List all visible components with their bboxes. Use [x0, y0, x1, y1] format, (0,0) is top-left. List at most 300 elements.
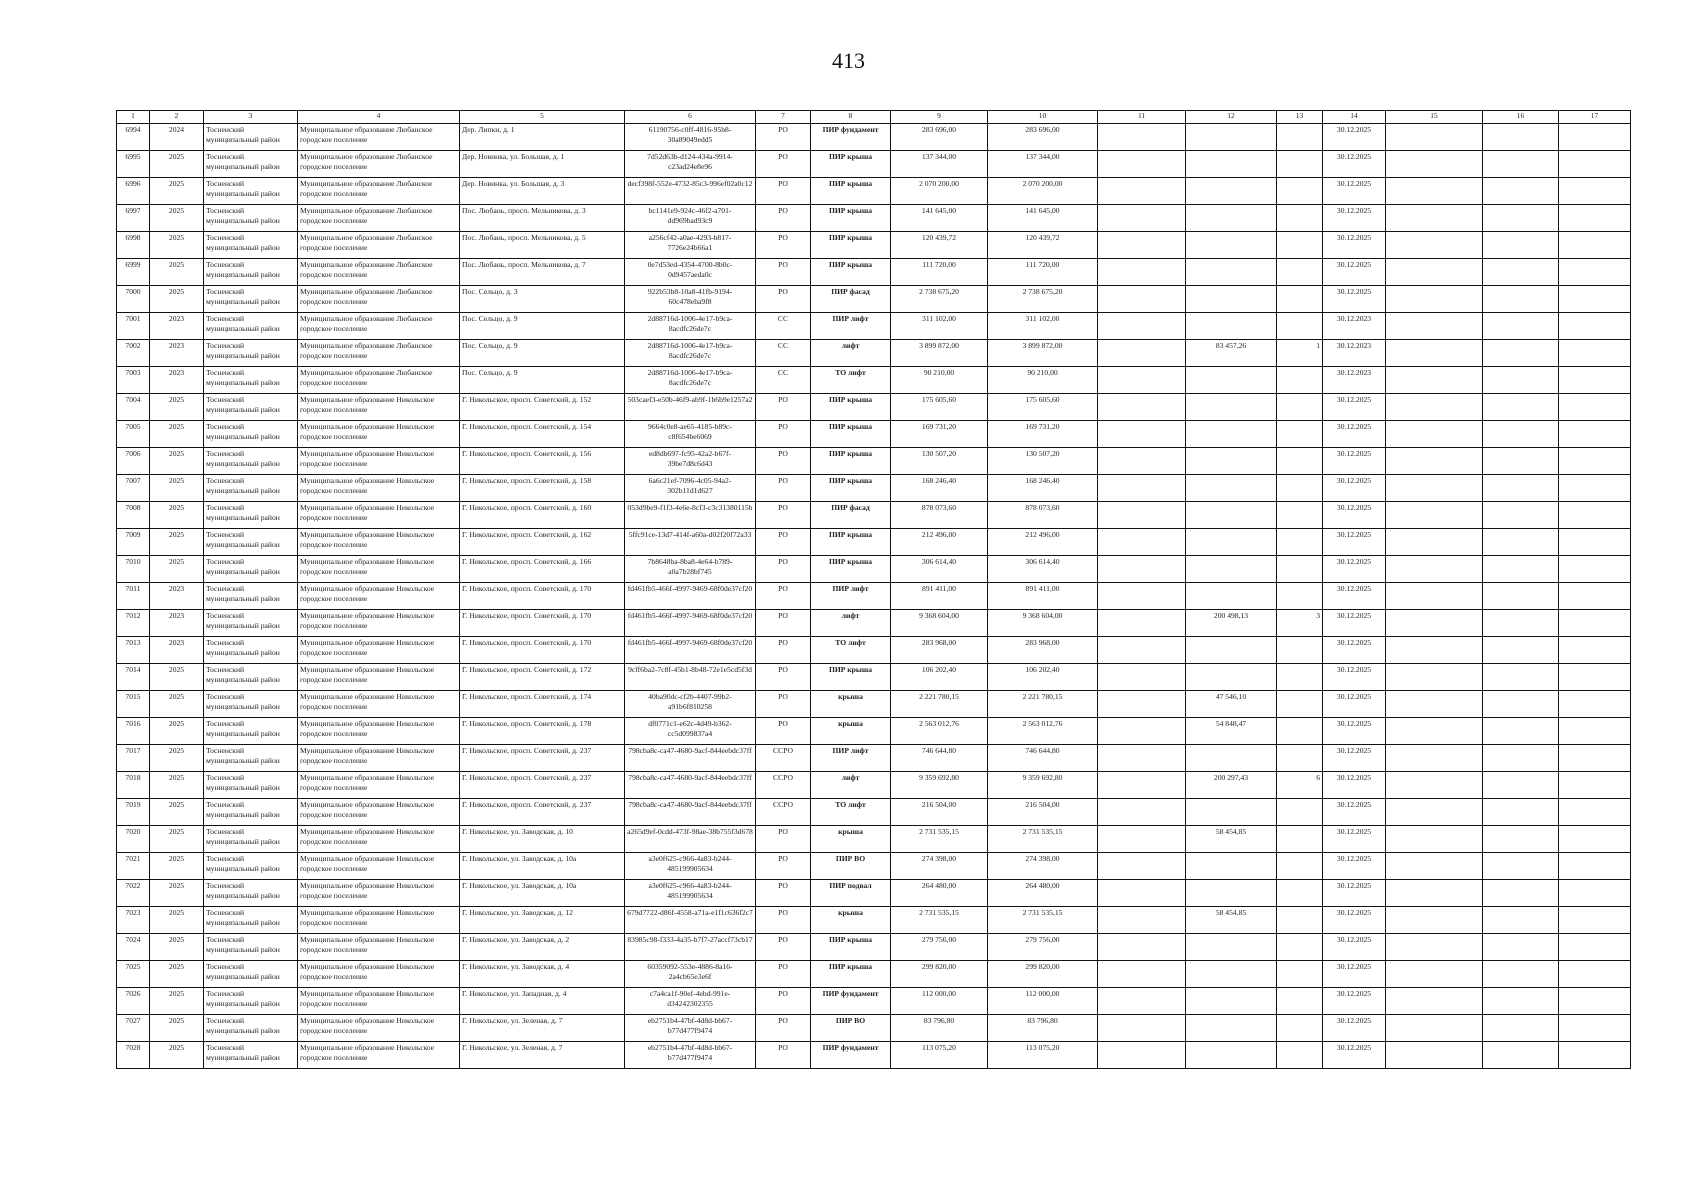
district-cell: Тосненский муниципальный район	[204, 583, 298, 610]
table-row	[117, 151, 1631, 178]
work-kind-cell: лифт	[811, 340, 891, 367]
col-16-cell	[1483, 475, 1559, 502]
table-row	[117, 718, 1631, 745]
cost-amount-cell: 216 504,00	[988, 799, 1098, 826]
cost-amount-cell: 279 756,00	[988, 934, 1098, 961]
col-13-cell	[1277, 448, 1323, 475]
work-type-code-cell: ССРО	[756, 745, 811, 772]
total-cost-cell: 2 221 780,15	[891, 691, 988, 718]
table-row	[117, 934, 1631, 961]
col-11-cell	[1098, 475, 1186, 502]
col-15-cell	[1386, 394, 1483, 421]
col-11-cell	[1098, 745, 1186, 772]
col-17-cell	[1559, 583, 1631, 610]
guid-cell: 798cba8c-ca47-4680-9acf-844eebdc37ff	[625, 745, 756, 772]
address-cell: Дер. Новинка, ул. Большая, д. 3	[460, 178, 625, 205]
col-11-cell	[1098, 934, 1186, 961]
col-12-cell: 83 457,26	[1186, 340, 1277, 367]
col-16-cell	[1483, 934, 1559, 961]
address-cell: Г. Никольское, просп. Советский, д. 237	[460, 799, 625, 826]
cost-amount-cell: 120 439,72	[988, 232, 1098, 259]
row-number-cell: 7008	[117, 502, 150, 529]
table-row	[117, 340, 1631, 367]
col-11-cell	[1098, 988, 1186, 1015]
col-12-cell	[1186, 367, 1277, 394]
district-cell: Тосненский муниципальный район	[204, 205, 298, 232]
row-number-cell: 6995	[117, 151, 150, 178]
cost-amount-cell: 113 075,20	[988, 1042, 1098, 1069]
col-12-cell	[1186, 664, 1277, 691]
year-cell: 2025	[150, 880, 204, 907]
col-15-cell	[1386, 421, 1483, 448]
col-12-cell	[1186, 286, 1277, 313]
table-row	[117, 178, 1631, 205]
address-cell: Г. Никольское, ул. Заводская, д. 2	[460, 934, 625, 961]
col-15-cell	[1386, 853, 1483, 880]
municipality-cell: Муниципальное образование Никольское городское поселение	[298, 1042, 460, 1069]
col-12-cell	[1186, 880, 1277, 907]
table-row	[117, 286, 1631, 313]
col-16-cell	[1483, 448, 1559, 475]
total-cost-cell: 90 210,00	[891, 367, 988, 394]
guid-cell: eb2751b4-47bf-4d8d-bb67-b77d477f9474	[625, 1015, 756, 1042]
col-16-cell	[1483, 367, 1559, 394]
col-17-cell	[1559, 502, 1631, 529]
col-15-cell	[1386, 556, 1483, 583]
guid-cell: 798cba8c-ca47-4680-9acf-844eebdc37ff	[625, 772, 756, 799]
col-17-cell	[1559, 421, 1631, 448]
col-15-cell	[1386, 664, 1483, 691]
col-16-cell	[1483, 556, 1559, 583]
table-row	[117, 988, 1631, 1015]
guid-cell: a265d9ef-0cdd-473f-98ae-38b755f3d678	[625, 826, 756, 853]
col-16-cell	[1483, 853, 1559, 880]
completion-date-cell: 30.12.2025	[1323, 502, 1386, 529]
col-11-cell	[1098, 394, 1186, 421]
total-cost-cell: 279 756,00	[891, 934, 988, 961]
row-number-cell: 7009	[117, 529, 150, 556]
municipality-cell: Муниципальное образование Никольское городское поселение	[298, 610, 460, 637]
total-cost-cell: 120 439,72	[891, 232, 988, 259]
year-cell: 2025	[150, 259, 204, 286]
work-kind-cell: ПИР крыша	[811, 205, 891, 232]
row-number-cell: 7026	[117, 988, 150, 1015]
completion-date-cell: 30.12.2025	[1323, 421, 1386, 448]
guid-cell: 0e7d53ed-4354-4700-8b0c-0d9457aeda0c	[625, 259, 756, 286]
year-cell: 2025	[150, 664, 204, 691]
col-16-cell	[1483, 907, 1559, 934]
table-row	[117, 421, 1631, 448]
address-cell: Г. Никольское, просп. Советский, д. 174	[460, 691, 625, 718]
year-cell: 2025	[150, 1042, 204, 1069]
work-type-code-cell: РО	[756, 637, 811, 664]
completion-date-cell: 30.12.2025	[1323, 556, 1386, 583]
municipality-cell: Муниципальное образование Никольское городское поселение	[298, 448, 460, 475]
col-13-cell	[1277, 394, 1323, 421]
work-kind-cell: ПИР фундамент	[811, 1042, 891, 1069]
address-cell: Пос. Сельцо, д. 3	[460, 286, 625, 313]
total-cost-cell: 264 480,00	[891, 880, 988, 907]
address-cell: Пос. Любань, просп. Мельникова, д. 5	[460, 232, 625, 259]
completion-date-cell: 30.12.2025	[1323, 637, 1386, 664]
table-row	[117, 529, 1631, 556]
year-cell: 2025	[150, 826, 204, 853]
table-row	[117, 799, 1631, 826]
col-16-cell	[1483, 286, 1559, 313]
work-type-code-cell: РО	[756, 1015, 811, 1042]
district-cell: Тосненский муниципальный район	[204, 718, 298, 745]
guid-cell: df0771c1-e62c-4d49-b362-cc5d099837a4	[625, 718, 756, 745]
guid-cell: 679d7722-d86f-4558-a71a-e1f1c636f2c7	[625, 907, 756, 934]
cost-amount-cell: 2 563 012,76	[988, 718, 1098, 745]
table-row	[117, 853, 1631, 880]
district-cell: Тосненский муниципальный район	[204, 961, 298, 988]
year-cell: 2025	[150, 394, 204, 421]
municipality-cell: Муниципальное образование Никольское городское поселение	[298, 961, 460, 988]
municipality-cell: Муниципальное образование Любанское городское поселение	[298, 205, 460, 232]
col-16-cell	[1483, 205, 1559, 232]
completion-date-cell: 30.12.2025	[1323, 286, 1386, 313]
col-11-cell	[1098, 205, 1186, 232]
col-11-cell	[1098, 907, 1186, 934]
year-cell: 2023	[150, 610, 204, 637]
col-12-cell	[1186, 961, 1277, 988]
total-cost-cell: 212 496,00	[891, 529, 988, 556]
municipality-cell: Муниципальное образование Любанское городское поселение	[298, 232, 460, 259]
col-16-cell	[1483, 151, 1559, 178]
work-kind-cell: крыша	[811, 691, 891, 718]
col-12-cell: 47 546,10	[1186, 691, 1277, 718]
district-cell: Тосненский муниципальный район	[204, 421, 298, 448]
address-cell: Пос. Сельцо, д. 9	[460, 313, 625, 340]
total-cost-cell: 169 731,20	[891, 421, 988, 448]
col-17-cell	[1559, 691, 1631, 718]
work-type-code-cell: РО	[756, 907, 811, 934]
work-kind-cell: ПИР фундамент	[811, 124, 891, 151]
col-13-cell	[1277, 718, 1323, 745]
guid-cell: 6a6c21ef-7096-4c05-94a2-302b11d1d627	[625, 475, 756, 502]
table-row	[117, 691, 1631, 718]
table-row	[117, 664, 1631, 691]
col-17-cell	[1559, 313, 1631, 340]
col-15-cell	[1386, 448, 1483, 475]
col-11-cell	[1098, 421, 1186, 448]
year-cell: 2025	[150, 502, 204, 529]
col-13-cell	[1277, 799, 1323, 826]
table-row	[117, 205, 1631, 232]
column-header-3: 3	[204, 111, 298, 124]
column-header-5: 5	[460, 111, 625, 124]
col-17-cell	[1559, 826, 1631, 853]
work-type-code-cell: РО	[756, 502, 811, 529]
col-16-cell	[1483, 664, 1559, 691]
year-cell: 2025	[150, 988, 204, 1015]
col-13-cell	[1277, 367, 1323, 394]
col-11-cell	[1098, 556, 1186, 583]
work-kind-cell: ПИР крыша	[811, 934, 891, 961]
cost-amount-cell: 168 246,40	[988, 475, 1098, 502]
col-13-cell	[1277, 664, 1323, 691]
district-cell: Тосненский муниципальный район	[204, 232, 298, 259]
col-17-cell	[1559, 259, 1631, 286]
work-kind-cell: крыша	[811, 826, 891, 853]
cost-amount-cell: 306 614,40	[988, 556, 1098, 583]
year-cell: 2025	[150, 961, 204, 988]
row-number-cell: 7011	[117, 583, 150, 610]
table-row	[117, 502, 1631, 529]
work-kind-cell: ПИР лифт	[811, 745, 891, 772]
row-number-cell: 7019	[117, 799, 150, 826]
work-kind-cell: лифт	[811, 610, 891, 637]
year-cell: 2025	[150, 718, 204, 745]
year-cell: 2025	[150, 151, 204, 178]
table-row	[117, 961, 1631, 988]
col-13-cell	[1277, 286, 1323, 313]
cost-amount-cell: 9 359 692,80	[988, 772, 1098, 799]
row-number-cell: 7006	[117, 448, 150, 475]
col-11-cell	[1098, 664, 1186, 691]
col-17-cell	[1559, 637, 1631, 664]
guid-cell: decf398f-552e-4732-85c3-996ef02a0c12	[625, 178, 756, 205]
work-kind-cell: ПИР крыша	[811, 664, 891, 691]
work-type-code-cell: СС	[756, 340, 811, 367]
address-cell: Г. Никольское, просп. Советский, д. 170	[460, 637, 625, 664]
municipality-cell: Муниципальное образование Никольское городское поселение	[298, 394, 460, 421]
col-13-cell	[1277, 205, 1323, 232]
total-cost-cell: 168 246,40	[891, 475, 988, 502]
table-row	[117, 394, 1631, 421]
registry-table	[116, 110, 1631, 1069]
municipality-cell: Муниципальное образование Никольское городское поселение	[298, 556, 460, 583]
municipality-cell: Муниципальное образование Никольское городское поселение	[298, 1015, 460, 1042]
cost-amount-cell: 283 968,00	[988, 637, 1098, 664]
total-cost-cell: 2 731 535,15	[891, 826, 988, 853]
col-16-cell	[1483, 745, 1559, 772]
district-cell: Тосненский муниципальный район	[204, 826, 298, 853]
work-kind-cell: ТО лифт	[811, 637, 891, 664]
municipality-cell: Муниципальное образование Любанское городское поселение	[298, 286, 460, 313]
page-number: 413	[832, 48, 865, 73]
district-cell: Тосненский муниципальный район	[204, 448, 298, 475]
guid-cell: fd461fb5-466f-4997-9469-68f0de37cf20	[625, 610, 756, 637]
completion-date-cell: 30.12.2025	[1323, 124, 1386, 151]
year-cell: 2025	[150, 745, 204, 772]
col-13-cell: 3	[1277, 610, 1323, 637]
col-11-cell	[1098, 151, 1186, 178]
col-17-cell	[1559, 529, 1631, 556]
year-cell: 2025	[150, 448, 204, 475]
col-11-cell	[1098, 1042, 1186, 1069]
address-cell: Г. Никольское, просп. Советский, д. 154	[460, 421, 625, 448]
cost-amount-cell: 274 398,00	[988, 853, 1098, 880]
municipality-cell: Муниципальное образование Никольское городское поселение	[298, 853, 460, 880]
col-12-cell	[1186, 583, 1277, 610]
guid-cell: 60359092-553e-4886-8a16-2a4cb65e3e6f	[625, 961, 756, 988]
guid-cell: 2d88716d-1006-4e17-b9ca-8acdfc26de7c	[625, 367, 756, 394]
col-11-cell	[1098, 448, 1186, 475]
row-number-cell: 7012	[117, 610, 150, 637]
cost-amount-cell: 283 696,00	[988, 124, 1098, 151]
guid-cell: 5ffc91ce-13d7-414f-a60a-d02f20f72a33	[625, 529, 756, 556]
col-15-cell	[1386, 610, 1483, 637]
work-type-code-cell: РО	[756, 556, 811, 583]
col-17-cell	[1559, 178, 1631, 205]
col-15-cell	[1386, 286, 1483, 313]
cost-amount-cell: 2 731 535,15	[988, 826, 1098, 853]
table-body	[117, 124, 1631, 1069]
work-type-code-cell: РО	[756, 718, 811, 745]
row-number-cell: 7014	[117, 664, 150, 691]
total-cost-cell: 3 899 872,00	[891, 340, 988, 367]
col-11-cell	[1098, 259, 1186, 286]
col-17-cell	[1559, 1015, 1631, 1042]
municipality-cell: Муниципальное образование Любанское городское поселение	[298, 259, 460, 286]
district-cell: Тосненский муниципальный район	[204, 151, 298, 178]
total-cost-cell: 137 344,00	[891, 151, 988, 178]
table-row	[117, 232, 1631, 259]
col-15-cell	[1386, 1042, 1483, 1069]
work-kind-cell: ТО лифт	[811, 367, 891, 394]
col-15-cell	[1386, 259, 1483, 286]
year-cell: 2023	[150, 367, 204, 394]
cost-amount-cell: 106 202,40	[988, 664, 1098, 691]
table-row	[117, 745, 1631, 772]
work-kind-cell: ПИР крыша	[811, 259, 891, 286]
col-13-cell	[1277, 1015, 1323, 1042]
address-cell: Г. Никольское, просп. Советский, д. 237	[460, 772, 625, 799]
year-cell: 2025	[150, 556, 204, 583]
col-11-cell	[1098, 799, 1186, 826]
address-cell: Г. Никольское, ул. Заводская, д. 4	[460, 961, 625, 988]
district-cell: Тосненский муниципальный район	[204, 637, 298, 664]
guid-cell: bc1141e9-924c-46f2-a701-dd969bad93c9	[625, 205, 756, 232]
work-type-code-cell: РО	[756, 529, 811, 556]
col-17-cell	[1559, 475, 1631, 502]
col-17-cell	[1559, 1042, 1631, 1069]
col-12-cell	[1186, 448, 1277, 475]
col-11-cell	[1098, 961, 1186, 988]
row-number-cell: 7004	[117, 394, 150, 421]
col-15-cell	[1386, 907, 1483, 934]
municipality-cell: Муниципальное образование Никольское городское поселение	[298, 907, 460, 934]
district-cell: Тосненский муниципальный район	[204, 529, 298, 556]
guid-cell: 83985c98-f333-4a35-b7f7-27accf73cb17	[625, 934, 756, 961]
col-12-cell: 200 498,13	[1186, 610, 1277, 637]
table-row	[117, 1042, 1631, 1069]
district-cell: Тосненский муниципальный район	[204, 286, 298, 313]
address-cell: Г. Никольское, ул. Заводская, д. 10а	[460, 853, 625, 880]
row-number-cell: 7023	[117, 907, 150, 934]
col-13-cell	[1277, 259, 1323, 286]
work-kind-cell: ПИР лифт	[811, 583, 891, 610]
year-cell: 2025	[150, 475, 204, 502]
completion-date-cell: 30.12.2025	[1323, 610, 1386, 637]
col-13-cell	[1277, 502, 1323, 529]
row-number-cell: 7027	[117, 1015, 150, 1042]
work-kind-cell: ПИР крыша	[811, 448, 891, 475]
completion-date-cell: 30.12.2023	[1323, 313, 1386, 340]
column-header-16: 16	[1483, 111, 1559, 124]
year-cell: 2023	[150, 340, 204, 367]
district-cell: Тосненский муниципальный район	[204, 880, 298, 907]
col-15-cell	[1386, 151, 1483, 178]
work-type-code-cell: РО	[756, 448, 811, 475]
col-11-cell	[1098, 826, 1186, 853]
completion-date-cell: 30.12.2025	[1323, 232, 1386, 259]
year-cell: 2025	[150, 421, 204, 448]
col-13-cell	[1277, 826, 1323, 853]
work-type-code-cell: РО	[756, 988, 811, 1015]
completion-date-cell: 30.12.2025	[1323, 772, 1386, 799]
work-kind-cell: ПИР фасад	[811, 286, 891, 313]
col-12-cell	[1186, 151, 1277, 178]
address-cell: Г. Никольское, ул. Заводская, д. 10	[460, 826, 625, 853]
work-kind-cell: ПИР крыша	[811, 529, 891, 556]
table-row	[117, 475, 1631, 502]
row-number-cell: 7016	[117, 718, 150, 745]
table-row	[117, 313, 1631, 340]
table-row	[117, 880, 1631, 907]
col-11-cell	[1098, 718, 1186, 745]
work-type-code-cell: РО	[756, 124, 811, 151]
year-cell: 2025	[150, 772, 204, 799]
municipality-cell: Муниципальное образование Никольское городское поселение	[298, 880, 460, 907]
table-row	[117, 556, 1631, 583]
col-15-cell	[1386, 637, 1483, 664]
address-cell: Г. Никольское, ул. Заводская, д. 10а	[460, 880, 625, 907]
completion-date-cell: 30.12.2025	[1323, 826, 1386, 853]
guid-cell: 2d88716d-1006-4e17-b9ca-8acdfc26de7c	[625, 313, 756, 340]
row-number-cell: 6999	[117, 259, 150, 286]
district-cell: Тосненский муниципальный район	[204, 340, 298, 367]
col-11-cell	[1098, 340, 1186, 367]
guid-cell: c7a4ca1f-90ef-4ebd-991e-d34242302355	[625, 988, 756, 1015]
district-cell: Тосненский муниципальный район	[204, 1015, 298, 1042]
completion-date-cell: 30.12.2025	[1323, 205, 1386, 232]
column-header-8: 8	[811, 111, 891, 124]
table-row	[117, 1015, 1631, 1042]
address-cell: Г. Никольское, просп. Советский, д. 172	[460, 664, 625, 691]
col-15-cell	[1386, 529, 1483, 556]
address-cell: Г. Никольское, ул. Западная, д. 4	[460, 988, 625, 1015]
municipality-cell: Муниципальное образование Никольское городское поселение	[298, 988, 460, 1015]
col-13-cell	[1277, 556, 1323, 583]
row-number-cell: 7010	[117, 556, 150, 583]
col-12-cell	[1186, 475, 1277, 502]
address-cell: Г. Никольское, просп. Советский, д. 162	[460, 529, 625, 556]
cost-amount-cell: 2 070 200,00	[988, 178, 1098, 205]
column-header-2: 2	[150, 111, 204, 124]
col-13-cell	[1277, 421, 1323, 448]
col-17-cell	[1559, 907, 1631, 934]
address-cell: Г. Никольское, просп. Советский, д. 152	[460, 394, 625, 421]
work-kind-cell: ПИР крыша	[811, 394, 891, 421]
col-11-cell	[1098, 529, 1186, 556]
total-cost-cell: 106 202,40	[891, 664, 988, 691]
guid-cell: 61190756-c0ff-4816-95b8-30a89049edd5	[625, 124, 756, 151]
total-cost-cell: 891 411,00	[891, 583, 988, 610]
row-number-cell: 7005	[117, 421, 150, 448]
completion-date-cell: 30.12.2025	[1323, 151, 1386, 178]
work-kind-cell: ПИР крыша	[811, 475, 891, 502]
table-row	[117, 772, 1631, 799]
col-17-cell	[1559, 151, 1631, 178]
year-cell: 2025	[150, 529, 204, 556]
total-cost-cell: 141 645,00	[891, 205, 988, 232]
completion-date-cell: 30.12.2025	[1323, 664, 1386, 691]
col-15-cell	[1386, 961, 1483, 988]
total-cost-cell: 274 398,00	[891, 853, 988, 880]
